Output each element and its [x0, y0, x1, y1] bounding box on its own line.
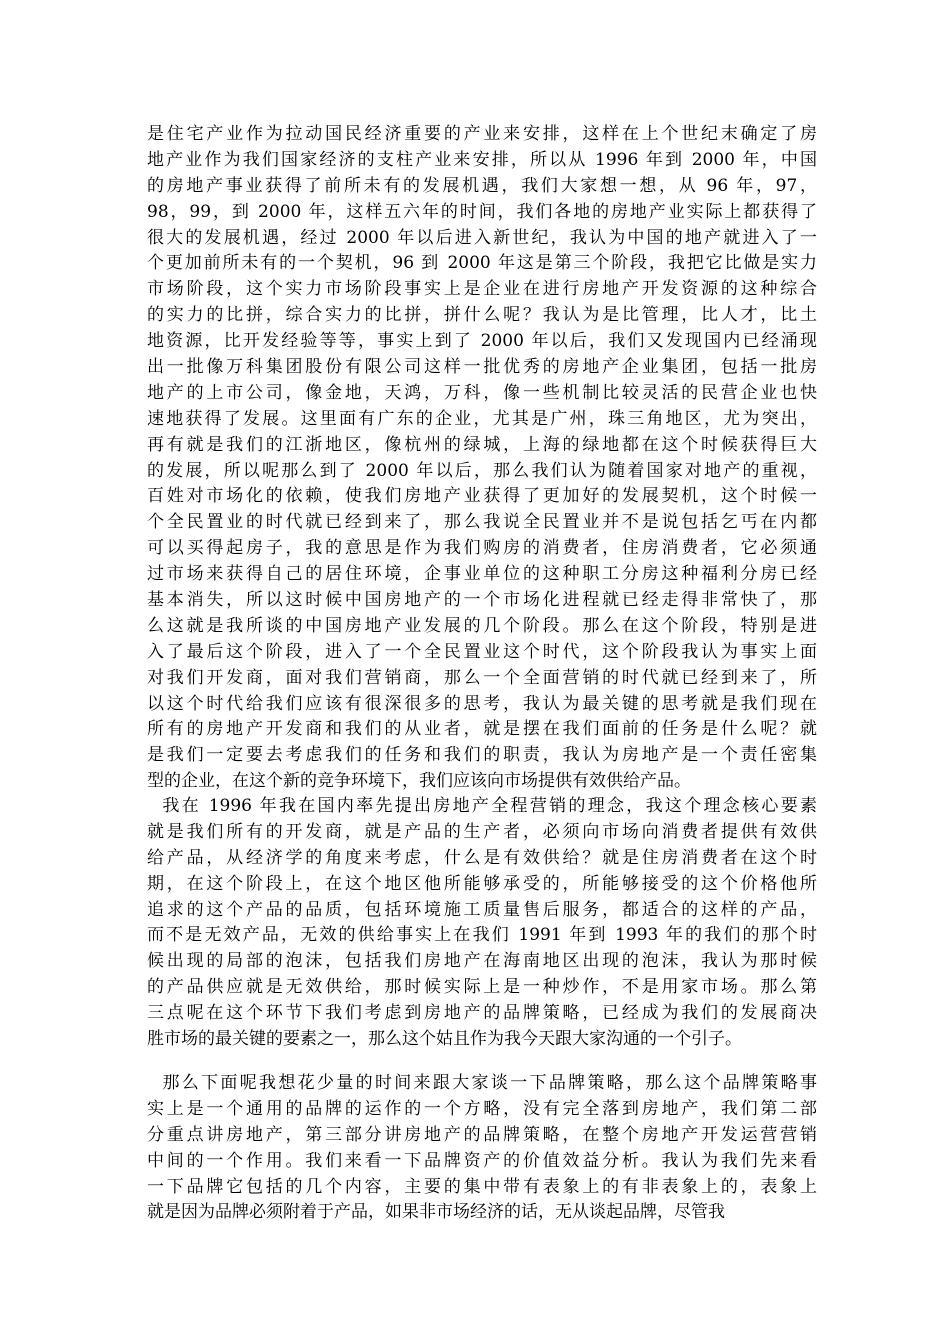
- text-line: 的发展，所以呢那么到了 2000 年以后，那么我们认为随着国家对地产的重视，: [147, 460, 817, 481]
- text-line: 再有就是我们的江浙地区，像杭州的绿城，上海的绿地都在这个时候获得巨大: [147, 434, 817, 455]
- text-line: 个全民置业的时代就已经到来了，那么我说全民置业并不是说包括乞丐在内都: [147, 512, 817, 533]
- text-line: 分重点讲房地产，第三部分讲房地产的品牌策略，在整个房地产开发运营营销: [147, 1124, 817, 1145]
- text-line: 而不是无效产品，无效的供给事实上在我们 1991 年到 1993 年的我们的那个时: [147, 925, 817, 946]
- text-line: 追求的这个产品的品质，包括环境施工质量售后服务，都适合的这样的产品，: [147, 899, 817, 920]
- text-line: 给产品，从经济学的角度来考虑，什么是有效供给？就是住房消费者在这个时: [147, 847, 817, 868]
- text-line: 个更加前所未有的一个契机，96 到 2000 年这是第三个阶段，我把它比做是实力: [147, 253, 817, 274]
- text-line: 候出现的局部的泡沫，包括我们房地产在海南地区出现的泡沫，我认为那时候: [147, 951, 817, 972]
- text-line: 是住宅产业作为拉动国民经济重要的产业来安排，这样在上个世纪末确定了房: [147, 124, 817, 144]
- text-line: 百姓对市场化的依赖，使我们房地产业获得了更加好的发展契机，这个时候一: [147, 486, 817, 507]
- text-line: 地产业作为我们国家经济的支柱产业来安排，所以从 1996 年到 2000 年，中国: [147, 149, 817, 170]
- text-line: 期，在这个阶段上，在这个地区他所能够承受的，所能够接受的这个价格他所: [147, 873, 817, 894]
- text-line: 实上是一个通用的品牌的运作的一个方略，没有完全落到房地产，我们第二部: [147, 1098, 817, 1119]
- text-line: 很大的发展机遇，经过 2000 年以后进入新世纪，我认为中国的地产就进入了一: [147, 227, 817, 248]
- text-line: 速地获得了发展。这里面有广东的企业，尤其是广州，珠三角地区，尤为突出，: [147, 408, 817, 429]
- text-line: 可以买得起房子，我的意思是作为我们购房的消费者，住房消费者，它必须通: [147, 538, 817, 559]
- text-line: 中间的一个作用。我们来看一下品牌资产的价值效益分析。我认为我们先来看: [147, 1150, 817, 1171]
- text-line: 过市场来获得自己的居住环境，企事业单位的这种职工分房这种福利分房已经: [147, 564, 817, 585]
- text-line: 地产的上市公司，像金地，天鸿，万科，像一些机制比较灵活的民营企业也快: [147, 382, 817, 403]
- text-line: 就是我们所有的开发商，就是产品的生产者，必须向市场向消费者提供有效供: [147, 821, 817, 842]
- text-line: 是我们一定要去考虑我们的任务和我们的职责，我认为房地产是一个责任密集: [147, 745, 817, 766]
- text-line: 对我们开发商，面对我们营销商，那么一个全面营销的时代就已经到来了，所: [147, 667, 817, 688]
- text-line: 98，99，到 2000 年，这样五六年的时间，我们各地的房地产业实际上都获得了: [147, 201, 817, 222]
- paragraph-2: [147, 794, 817, 1053]
- text-line: 所有的房地产开发商和我们的从业者，就是摆在我们面前的任务是什么呢？就: [147, 719, 817, 740]
- text-line: 出一批像万科集团股份有限公司这样一批优秀的房地产企业集团，包括一批房: [147, 357, 817, 378]
- text-line: 以这个时代给我们应该有很深很多的思考，我认为最关键的思考就是我们现在: [147, 693, 817, 714]
- text-line: 就是因为品牌必须附着于产品，如果非市场经济的话，无从谈起品牌，尽管我: [147, 1202, 725, 1223]
- text-line: 那么下面呢我想花少量的时间来跟大家谈一下品牌策略，那么这个品牌策略事: [147, 1073, 817, 1093]
- paragraph-3: [147, 1071, 817, 1226]
- text-line: 型的企业，在这个新的竞争环境下，我们应该向市场提供有效供给产品。: [147, 771, 691, 792]
- text-line: 市场阶段，这个实力市场阶段事实上是企业在进行房地产开发资源的这种综合: [147, 279, 817, 300]
- text-line: 么这就是我所谈的中国房地产业发展的几个阶段。那么在这个阶段，特别是进: [147, 615, 817, 636]
- text-line: 基本消失，所以这时候中国房地产的一个市场化进程就已经走得非常快了，那: [147, 590, 817, 611]
- text-line: 一下品牌它包括的几个内容，主要的集中带有表象上的有非表象上的，表象上: [147, 1176, 817, 1197]
- text-line: 的房地产事业获得了前所未有的发展机遇，我们大家想一想，从 96 年，97，: [147, 175, 817, 196]
- text-line: 的产品供应就是无效供给，那时候实际上是一种炒作，不是用家市场。那么第: [147, 977, 817, 998]
- text-line: 入了最后这个阶段，进入了一个全民置业这个时代，这个阶段我认为事实上面: [147, 641, 817, 662]
- text-line: 我在 1996 年我在国内率先提出房地产全程营销的理念，我这个理念核心要素: [147, 796, 817, 816]
- text-line: 胜市场的最关键的要素之一，那么这个姑且作为我今天跟大家沟通的一个引子。: [147, 1029, 742, 1050]
- text-line: 地资源，比开发经验等等，事实上到了 2000 年以后，我们又发现国内已经涌现: [147, 331, 817, 352]
- text-line: 的实力的比拼，综合实力的比拼，拼什么呢？我认为是比管理，比人才，比土: [147, 305, 817, 326]
- text-line: 三点呢在这个环节下我们考虑到房地产的品牌策略，已经成为我们的发展商决: [147, 1003, 817, 1024]
- paragraph-1: [147, 122, 817, 795]
